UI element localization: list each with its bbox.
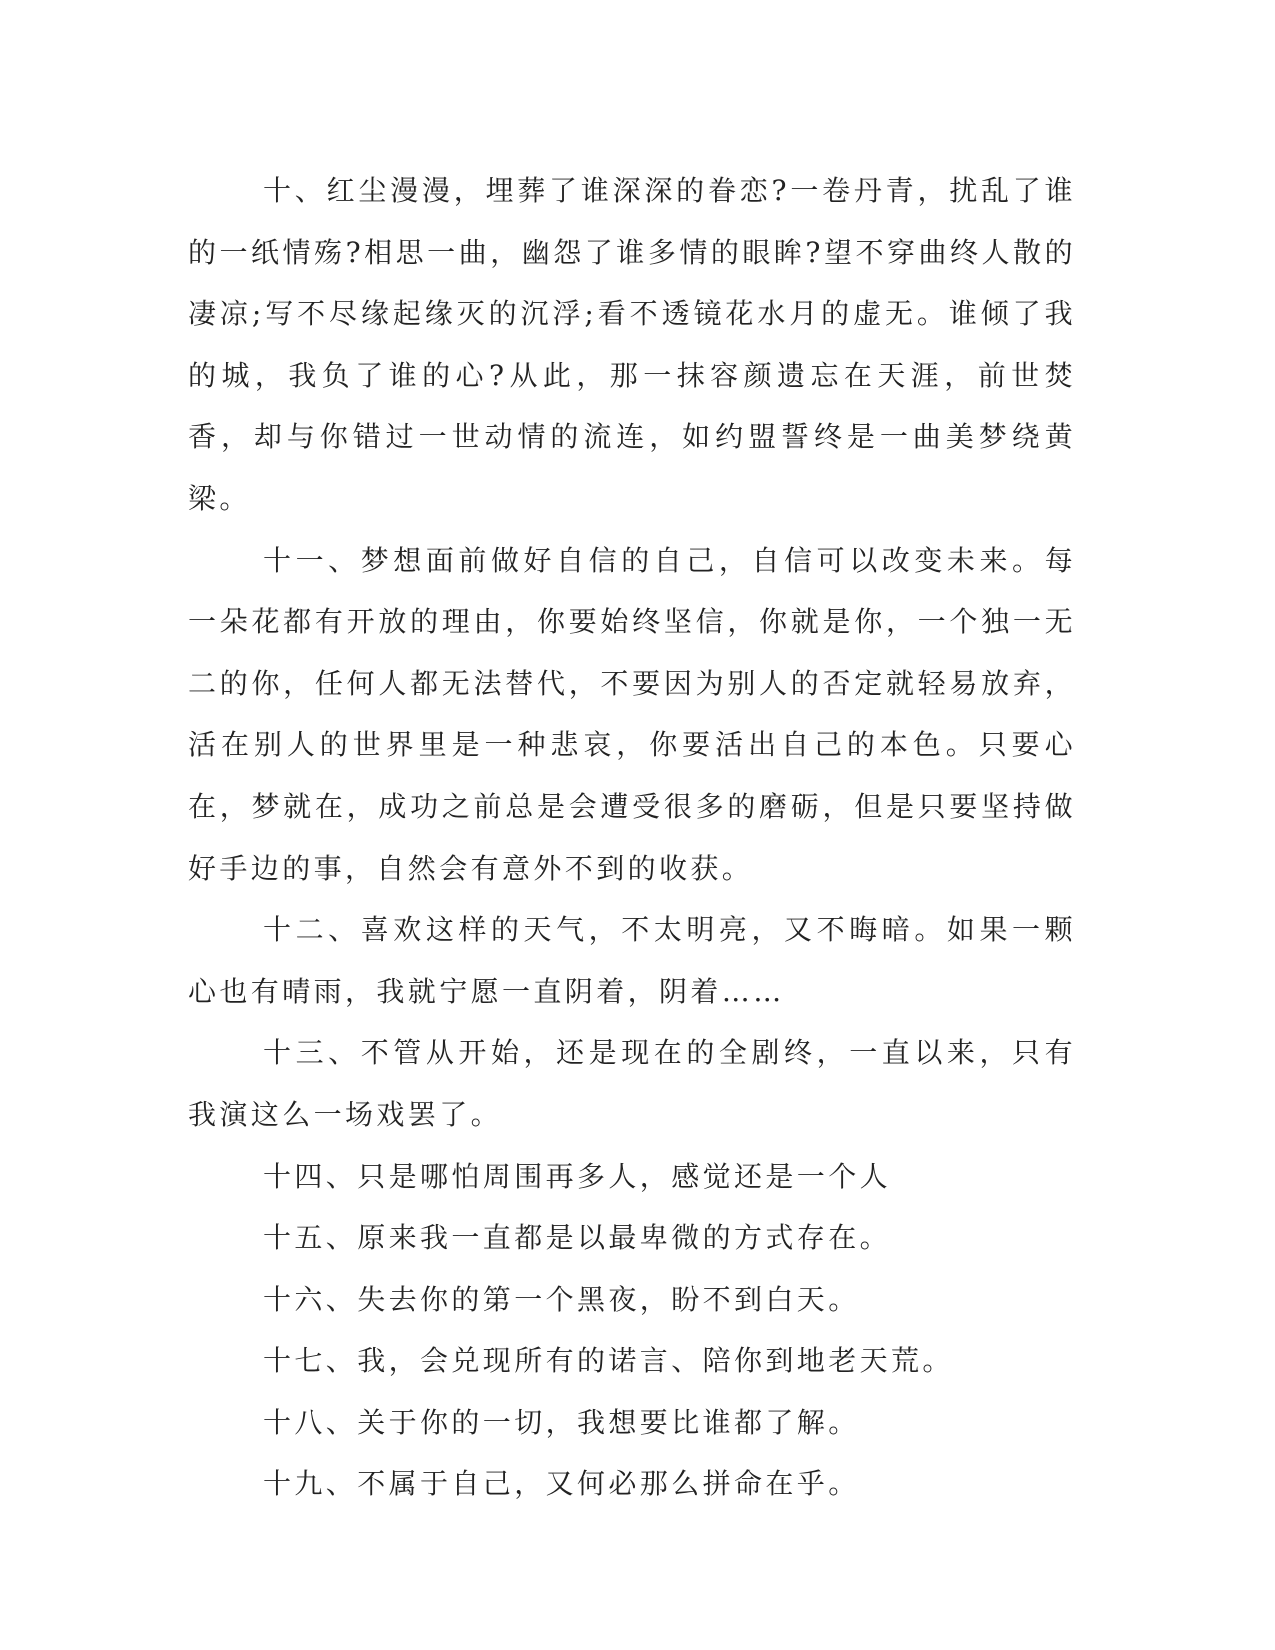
paragraph-19: 十九、不属于自己，又何必那么拼命在乎。 bbox=[263, 1467, 860, 1501]
paragraph-12: 十二、喜欢这样的天气，不太明亮，又不晦暗。如果一颗心也有晴雨，我就宁愿一直阴着，阴着…… bbox=[188, 913, 1076, 1008]
paragraph-18: 十八、关于你的一切，我想要比谁都了解。 bbox=[263, 1405, 860, 1439]
paragraph-10: 十、红尘漫漫，埋葬了谁深深的眷恋?一卷丹青，扰乱了谁的一纸情殇?相思一曲，幽怨了谁多情的眼眸?望不穿曲终人散的凄凉;写不尽缘起缘灭的沉浮;看不透镜花水月的虚无。谁倾了我的城，我负了谁的心?从此，那一抹容颜遗忘在天涯，前世焚香，却与你错过一世动情的流连，如约盟誓终是一曲美梦绕黄梁。 bbox=[188, 174, 1076, 515]
paragraph-17: 十七、我，会兑现所有的诺言、陪你到地老天荒。 bbox=[263, 1344, 954, 1378]
paragraph-15: 十五、原来我一直都是以最卑微的方式存在。 bbox=[263, 1221, 892, 1255]
document-body bbox=[188, 160, 1076, 1515]
paragraph-16: 十六、失去你的第一个黑夜，盼不到白天。 bbox=[263, 1282, 860, 1316]
paragraph-13: 十三、不管从开始，还是现在的全剧终，一直以来，只有我演这么一场戏罢了。 bbox=[188, 1036, 1076, 1131]
paragraph-11: 十一、梦想面前做好自信的自己，自信可以改变未来。每一朵花都有开放的理由，你要始终坚信，你就是你，一个独一无二的你，任何人都无法替代，不要因为别人的否定就轻易放弃，活在别人的世界里是一种悲哀，你要活出自己的本色。只要心在，梦就在，成功之前总是会遭受很多的磨砺，但是只要坚持做好手边的事，自然会有意外不到的收获。 bbox=[188, 543, 1076, 885]
paragraph-14: 十四、只是哪怕周围再多人，感觉还是一个人 bbox=[263, 1159, 892, 1193]
